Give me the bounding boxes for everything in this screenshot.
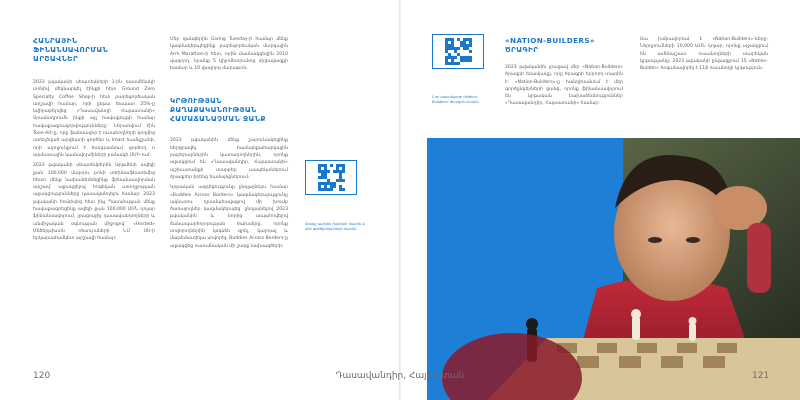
right-col-2: [640, 36, 768, 75]
right-col-1-body: [505, 64, 623, 108]
qr-caption-left: Տեսեք ավելին խմբերի մասին և մեր գործընկերների մասին: [305, 222, 366, 231]
right-col-1: [505, 36, 623, 111]
qr-code-left[interactable]: [305, 160, 357, 195]
left-col-1-body: [33, 79, 155, 243]
left-col-1: [33, 36, 155, 246]
heading-nation-builders: «NATION-BUILDERS» ԾՐԱԳԻՐ: [505, 36, 595, 54]
qr-code-right[interactable]: [432, 34, 484, 69]
page-number-left: 120: [33, 371, 51, 381]
page-number-right: 121: [752, 371, 770, 381]
left-col-2: [170, 36, 288, 253]
left-col-2-bottom-body: [170, 137, 288, 249]
footer-title: Դասավանդիր, Հայաստան: [335, 371, 465, 381]
paragraph: Սա խմբավորում է «Nation-Builders»-ները։ Ներդրումների 10,000 ԱՄՆ դոլար, որոնք աջակցում են ամենաշատ ուսանողների տարեկան կրթությանը։ 2023 թվականի ընթացքում 15 «Nation-Builder» հովանավորել է 118 ուսանողի կրթություն։: [640, 37, 768, 72]
chess-boy-image: [427, 138, 800, 400]
left-col-2-top-body: [170, 36, 288, 72]
page-spine: [399, 0, 401, 400]
qr-code-icon: [445, 38, 472, 65]
paragraph: 2023 թվականին մենք շարունակեցինք ներգրավել համայնքահարկային բարերարներին կատարողներին, որոնք աջակցում են «Դասավանդիր, Հայաստանի» աշխատանքի տարբեր ասպեկտներում ծրագրեր իրենց համայնքներում։: [170, 138, 288, 180]
paragraph: 2023 թվականի սեպտեմբերին Արթմենի ավելի քան 100,000 մարդու բոնի տեխնաֆեստեմից հետո մենք նախաձեռնեցինք ֆինանսավորման արշավ՝ աջակցելով հոգեկան առողջության աջակցությունները դասավանդելու համար: 2023 թվականի հունիսից հետ ինչ Պատմության մենք հավաքագրեցինք ավելի քան 100,000 ԱՄՆ դոլար ֆինանսավորում, լրացուցիչ դասավանդողների և անմիջական օգնության միջոցով՝ «Hosted» Մեծերթիստն ոեսուրսների ՆՄ ՍՍ-ի երկարաժամկետ արշավի համար:: [33, 163, 155, 242]
qr-module: [342, 188, 345, 191]
paragraph: 2023 թվականին լրացավ մեր «Nation-Builders» ծրագրի եռամյակը, որը ծրագրի երրորդ տարին է: «Nation-Builders»-ը հանդիսանում է մեր գործընկերների ցանց, որոնք ֆինանսավորում են կրթական նախաձեռնություններ «Դասավանդիր, Հայաստանի» համար:: [505, 65, 623, 107]
paragraph: Մեր զանգերին Giving Tuesday-ի համար մենք կազմակերպեցինք բարեգործական մարզային Arm Marathon-ի հետ, որին մասնակցեցին 2010 վազորդ, նրանք 5 կիլոմետրանոց մրցավազքի համար և 10 վազորդ մարաթոն։: [170, 37, 288, 72]
paragraph: Կրթական ազդեցությունը ընդլայնելու համար «Buddies Across Borders» կազմակերպությունը ակնառու դրամահավաքով մի խումբ ծառայողներ կազմակերպեց՝ ընդլայնելով 2023 թվականին և նորից ապահովելով ճանապարհորդության ծախսերը, որոնք սովորողներին կօգնեն գրել, կարդալ և մաթեմատիկա սովորել։ Buddies Across Borders-ը աջակցեց ուսումնական մի շարք նախագծերի։: [170, 185, 288, 249]
right-col-2-body: [640, 36, 768, 72]
qr-caption-right: Նոր տեսանյութ «Nation-Builders» ծրագրի մասին: [432, 95, 479, 104]
qr-code-icon: [318, 164, 345, 191]
paragraph: 2023 թվականի սեպտեմբերի 1-ին ռատմենսկի տոնիվ մեկնարկել էինքի հետ Ground Zero Specialty Coffee Shop-ի հետ բարեգործական արշավի համար, որի ընթա ծսպատ 25%-ը նվիրաբերվեց «Դասավանդի Հայաստանի» Տրամադրումն ինքի այլ հավաքույթի համար հավաքագրավորվությունները: Ներառվում էին Toon-Art-ը, որը ֆանսավոր է ուսանողների կողմից ստեղծված արվեստի գործեր և Imast համկլշանի, որի արդյունքում է ծաղկասնում գործող ռ արմատային կամավորմիների բանակի ՍՄԻ-ում:: [33, 80, 155, 158]
chess-photo: [427, 138, 800, 400]
qr-module: [469, 62, 472, 65]
heading-public-fundraising: ՀԱՆՐԱՅԻՆ ՖԻՆԱՆՍԱՎՈՐՄԱՆ ԱՐՇԱՎՆԵՐ: [33, 36, 109, 63]
heading-education-policy: ԿՐԹՈՒԹՅԱՆ ՔԱՂԱՔԱԿԱՆՈՒԹՅԱՆ ՀԱՄԱՃԱՆԱՉՄԱՆ ՋԱՆՔ: [170, 96, 266, 124]
